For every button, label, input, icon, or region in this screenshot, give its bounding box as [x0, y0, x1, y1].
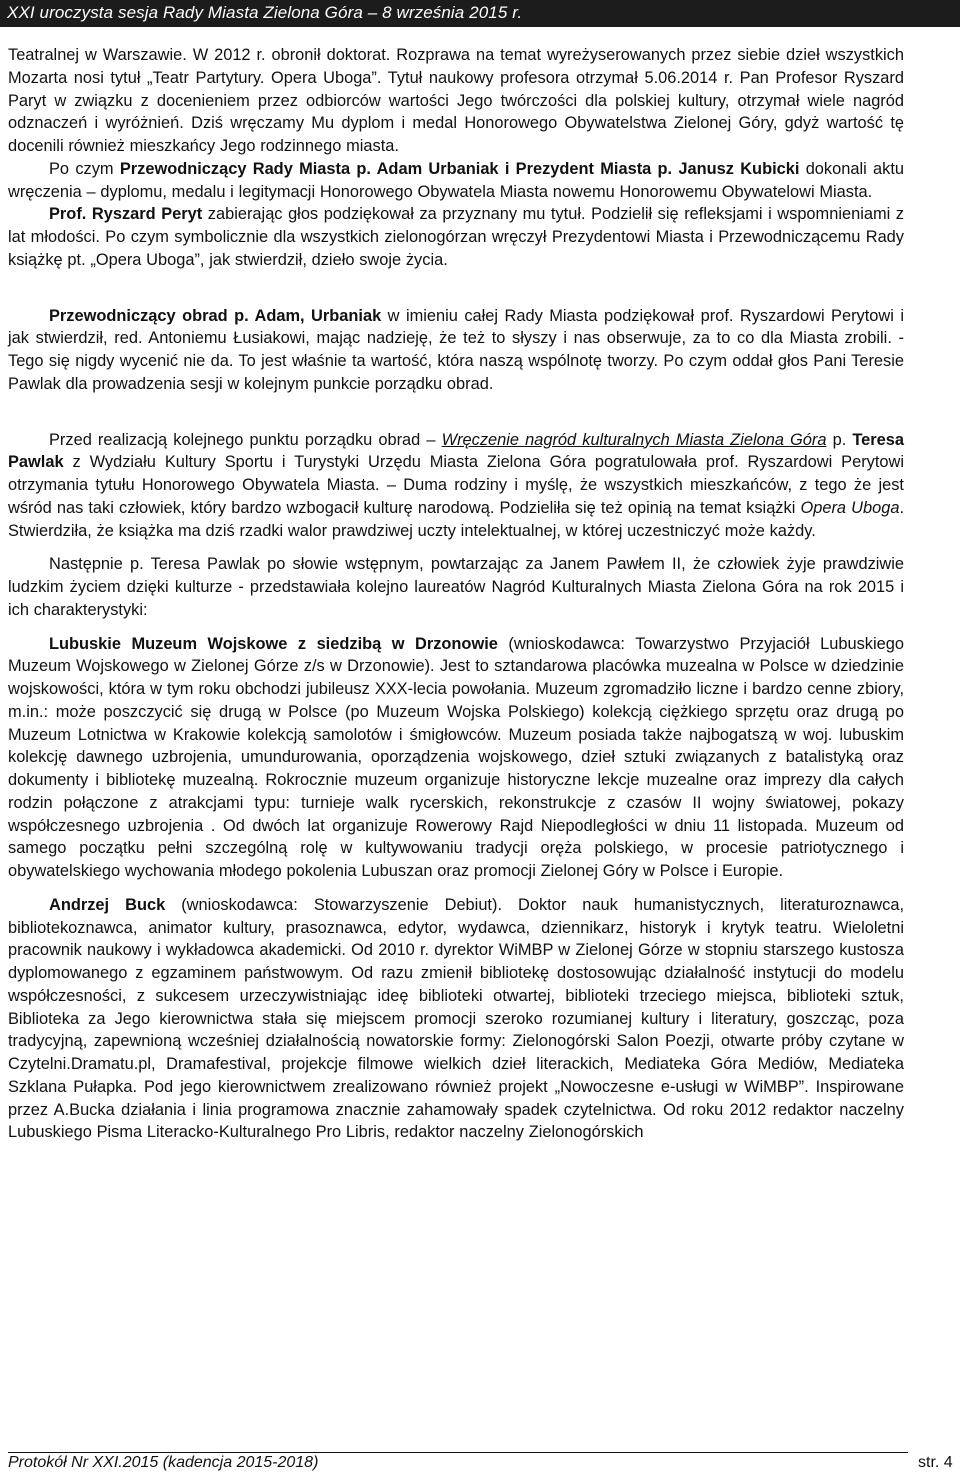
paragraph-spacer [8, 622, 904, 633]
footer-page-number: str. 4 [918, 1454, 953, 1471]
body-paragraph [8, 633, 904, 883]
text-run: . Stwierdziła, że książka ma dziś rzadki walor prawdziwej uczty intelektualnej, w której uczestniczyć może każdy. [8, 498, 905, 540]
text-run: Przewodniczący obrad p. Adam, Urbaniak [49, 306, 382, 325]
text-run: Po czym [49, 159, 120, 178]
text-run: (wnioskodawca: Stowarzyszenie Debiut). Doktor nauk humanistycznych, literaturoznawca, bibliotekoznawca, animator kultury, prasoznawca, edytor, wydawca, dziennikarz, historyk i krytyk teatru. Wieloletni pracownik naukowy i wykładowca akademicki. Od 2010 r. dyrektor WiMBP w Zielonej Górze w stopniu starszego kustosza dyplomowanego z egzaminem państwowym. Od razu zmienił bibliotekę dostosowując działalność instytucji do modelu współczesności, z sukcesem urzeczywistniając ideę biblioteki otwartej, biblioteki trzeciego miejsca, biblioteki sztuk, Biblioteka za Jego kierownictwa stała się miejscem promocji szeroko rozumianej kultury i literatury, goszcząc, poza tradycyjną, zapewnioną wcześniej działalnością nowatorskie formy: Zielonogórski Salon Poezji, otwarte próby czytane w Czytelni.Dramatu.pl, Dramafestival, projekcje filmowe wielkich dzieł literackich, Mediateka Góra Mediów, Mediateka Szklana Pułapka. Pod jego kierownictwem zrealizowano również projekt „Nowoczesne e-usługi w WiMBP”. Inspirowane przez A.Bucka działania i linia programowa znacznie zahamowały spadek czytelnictwa. Od roku 2012 redaktor naczelny Lubuskiego Pisma Literacko-Kulturalnego Pro Libris, redaktor naczelny Zielonogórskich [8, 895, 904, 1142]
body-paragraph [8, 158, 904, 204]
body-paragraph [8, 44, 904, 158]
footer-protocol-label: Protokół Nr XXI.2015 (kadencja 2015-2018) [8, 1454, 319, 1471]
header-title: XXI uroczysta sesja Rady Miasta Zielona Góra – 8 września 2015 r. [7, 3, 523, 22]
body-paragraph [8, 894, 904, 1144]
text-run: Przewodniczący Rady Miasta p. Adam Urbaniak i Prezydent Miasta p. Janusz Kubicki [119, 159, 800, 178]
text-run: Teresa Pawlak [8, 430, 904, 472]
text-run: zabierając głos podziękował za przyznany mu tytuł. Podzielił się refleksjami i wspomnieniami z lat młodości. Po czym symbolicznie dla wszystkich zielonogórzan wręczył Prezydentowi Miasta i Przewodniczącemu Rady książkę pt. „Opera Uboga”, jak stwierdził, dzieło swoje życia. [8, 205, 904, 269]
text-run: Teatralnej w Warszawie. W 2012 r. obronił doktorat. Rozprawa na temat wyreżyserowanych przez siebie dzieł wszystkich Mozarta nosi tytuł „Teatr Partytury. Opera Uboga”. Tytuł naukowy profesora otrzymał 5.06.2014 r. Pan Profesor Ryszard Paryt w związku z docenieniem przez odbiorców wartości Jego twórczości dla polskiej kultury, otrzymał wiele nagród odznaczeń i wyróżnień. Dziś wręczamy Mu dyplom i medal Honorowego Obywatelstwa Zielonej Góry, gdyż wartość tę docenili również mieszkańcy Jego rodzinnego miasta. [8, 46, 904, 155]
paragraph-spacer [8, 883, 904, 894]
text-run: Opera Uboga [800, 498, 900, 517]
text-run: p. [826, 430, 853, 449]
text-run: z Wydziału Kultury Sportu i Turystyki Urzędu Miasta Zielona Góra pogratulowała prof. Ryszardowi Perytowi otrzymania tytułu Honorowego Obywatela Miasta. – Duma rodziny i myślę, że wszystkich mieszkańców, z tego że jest wśród nas taki człowiek, który bardzo wzbogacił kulturę narodową. Podzieliła się też opinią na temat książki [8, 453, 904, 517]
paragraph-spacer [8, 272, 904, 305]
body-paragraph [8, 305, 904, 396]
body-paragraph [8, 203, 904, 271]
paragraph-spacer [8, 542, 904, 553]
page-header-bar [0, 0, 960, 27]
text-run: Lubuskie Muzeum Wojskowe z siedzibą w Drzonowie [49, 634, 498, 653]
text-run: Przed realizacją kolejnego punktu porządku obrad – [49, 430, 442, 449]
text-run: Andrzej Buck [49, 895, 166, 914]
text-run: Następnie p. Teresa Pawlak po słowie wstępnym, powtarzając za Janem Pawłem II, że człowiek żyje prawdziwie ludzkim życiem dzięki kulturze - przedstawiała kolejno laureatów Nagród Kulturalnych Miasta Zielona Góra na rok 2015 i ich charakterystyki: [8, 555, 904, 619]
text-run: Wręczenie nagród kulturalnych Miasta Zielona Góra [441, 430, 827, 449]
footer-divider [8, 1452, 908, 1453]
text-run: (wnioskodawca: Towarzystwo Przyjaciół Lubuskiego Muzeum Wojskowego w Zielonej Górze z/s w Drzonowie). Jest to sztandarowa placówka muzealna w Polsce w dziedzinie wojskowości, która w tym roku obchodzi jubileusz XXX-lecia powołania. Muzeum zgromadziło liczne i bardzo cenne zbiory, m.in.: może poszczycić się drugą w Polsce (po Muzeum Wojska Polskiego) kolekcją ciężkiego sprzętu oraz drugą po Muzeum Lotnictwa w Krakowie kolekcją samolotów i śmigłowców. Muzeum posiada także najbogatszą w woj. lubuskim kolekcję dawnego uzbrojenia, umundurowania, oporządzenia wojskowego, dzieł sztuki związanych z batalistyką oraz dokumenty i bibliotekę muzealną. Rokrocznie muzeum organizuje historyczne lekcje muzealne oraz imprezy dla całych rodzin połączone z atrakcjami typu: turnieje walk rycerskich, rekonstrukcje z czasów II wojny światowej, pokazy współczesnego uzbrojenia . Od dwóch lat organizuje Rowerowy Rajd Niepodległości w dniu 11 listopada. Muzeum od samego początku pełni szczególną rolę w kultywowaniu tradycji oręża polskiego, w procesie patriotycznego i obywatelskiego wychowania młodego pokolenia Lubuszan oraz promocji Zielonej Góry w Polsce i Europie. [8, 634, 904, 880]
body-paragraph [8, 429, 904, 543]
text-run: Prof. Ryszard Peryt [49, 205, 203, 224]
text-run: w imieniu całej Rady Miasta podziękował prof. Ryszardowi Perytowi i jak stwierdził, red. Antoniemu Łusiakowi, mając nadzieję, że też to słyszy i nas obserwuje, za to co dla Miasta zrobili. - Tego się nigdy wycenić nie da. To jest właśnie ta wartość, która naszą wspólnotę tworzy. Po czym oddał głos Pani Teresie Pawlak dla prowadzenia sesji w kolejnym punkcie porządku obrad. [8, 306, 905, 393]
text-run: dokonali aktu wręczenia – dyplomu, medalu i legitymacji Honorowego Obywatela Miasta nowemu Honorowemu Obywatelowi Miasta. [8, 159, 905, 201]
body-paragraph [8, 553, 904, 621]
document-body [8, 44, 904, 1144]
paragraph-spacer [8, 396, 904, 429]
